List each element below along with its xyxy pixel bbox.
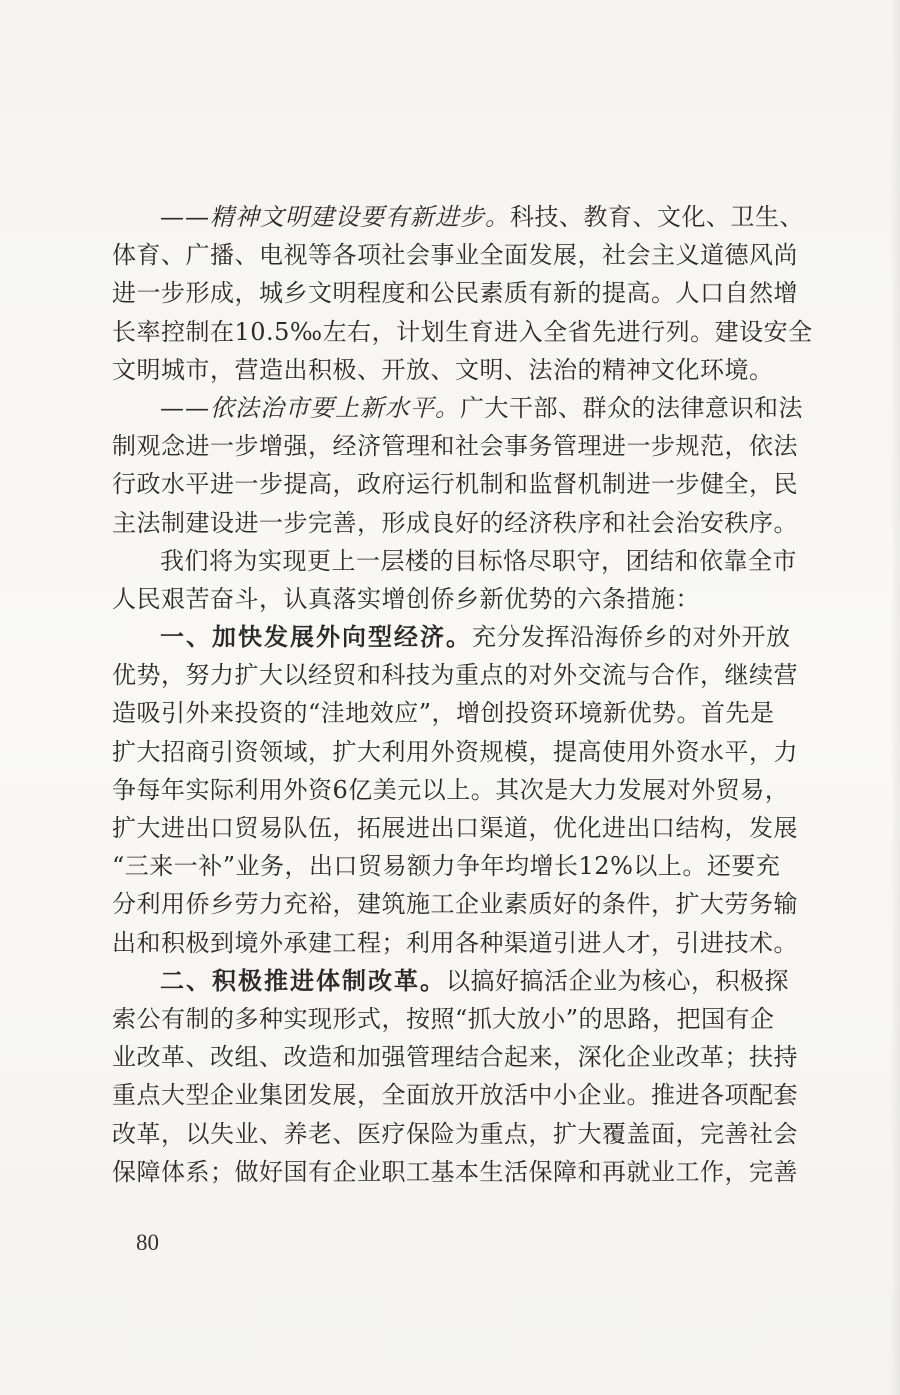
body-text	[112, 198, 832, 1191]
text-line: 分利用侨乡劳力充裕，建筑施工企业素质好的条件，扩大劳务输	[112, 890, 798, 919]
text-line: 出和积极到境外承建工程；利用各种渠道引进人才，引进技术。	[112, 928, 798, 957]
line-text: 充分发挥沿海侨乡的对外开放	[472, 623, 791, 652]
text-line: 优势，努力扩大以经贸和科技为重点的对外交流与合作，继续营	[112, 661, 798, 690]
text-line: 扩大进出口贸易队伍，拓展进出口渠道，优化进出口结构，发展	[112, 814, 798, 842]
text-line	[112, 198, 832, 236]
page-edge-shadow	[890, 0, 900, 1395]
measure-heading: 二、积极推进体制改革。	[160, 966, 446, 995]
line-text: 广大干部、群众的法律意识和法	[460, 393, 803, 422]
text-line: 保障体系；做好国有企业职工基本生活保障和再就业工作，完善	[112, 1157, 798, 1186]
text-line: 造吸引外来投资的“洼地效应”，增创投资环境新优势。首先是	[112, 699, 775, 728]
text-line: 改革，以失业、养老、医疗保险为重点，扩大覆盖面，完善社会	[112, 1119, 798, 1148]
text-line: 索公有制的多种实现形式，按照“抓大放小”的思路，把国有企	[112, 1004, 775, 1033]
section-lead: ——依法治市要上新水平。	[160, 393, 460, 422]
line-text: 以搞好搞活企业为核心，积极探	[446, 966, 789, 995]
text-line: 进一步形成，城乡文明程度和公民素质有新的提高。人口自然增	[112, 279, 798, 308]
text-line: 制观念进一步增强，经济管理和社会事务管理进一步规范，依法	[112, 432, 798, 461]
page-number: 80	[136, 1230, 159, 1255]
text-line: 文明城市，营造出积极、开放、文明、法治的精神文化环境。	[112, 355, 774, 384]
text-line: 体育、广播、电视等各项社会事业全面发展，社会主义道德风尚	[112, 241, 798, 270]
text-line: 长率控制在10.5‰左右，计划生育进入全省先进行列。建设安全	[112, 317, 813, 346]
section-lead: ——精神文明建设要有新进步。	[160, 203, 510, 231]
text-line: 我们将为实现更上一层楼的目标恪尽职守，团结和依靠全市	[160, 546, 797, 575]
line-text: 科技、教育、文化、卫生、	[510, 203, 804, 231]
text-line: 人民艰苦奋斗，认真落实增创侨乡新优势的六条措施：	[112, 584, 700, 613]
text-line	[112, 618, 832, 656]
text-line	[112, 389, 832, 427]
measure-heading: 一、加快发展外向型经济。	[160, 623, 472, 652]
text-line: 重点大型企业集团发展，全面放开放活中小企业。推进各项配套	[112, 1081, 798, 1110]
text-line: 扩大招商引资领域，扩大利用外资规模，提高使用外资水平，力	[112, 737, 798, 766]
text-line: 主法制建设进一步完善，形成良好的经济秩序和社会治安秩序。	[112, 508, 798, 537]
text-line: “三来一补”业务，出口贸易额力争年均增长12%以上。还要充	[112, 852, 781, 881]
text-line: 业改革、改组、改造和加强管理结合起来，深化企业改革；扶持	[112, 1043, 798, 1072]
text-line: 行政水平进一步提高，政府运行机制和监督机制进一步健全，民	[112, 470, 798, 499]
text-line	[112, 962, 832, 1000]
text-line: 争每年实际利用外资6亿美元以上。其次是大力发展对外贸易，	[112, 775, 790, 804]
